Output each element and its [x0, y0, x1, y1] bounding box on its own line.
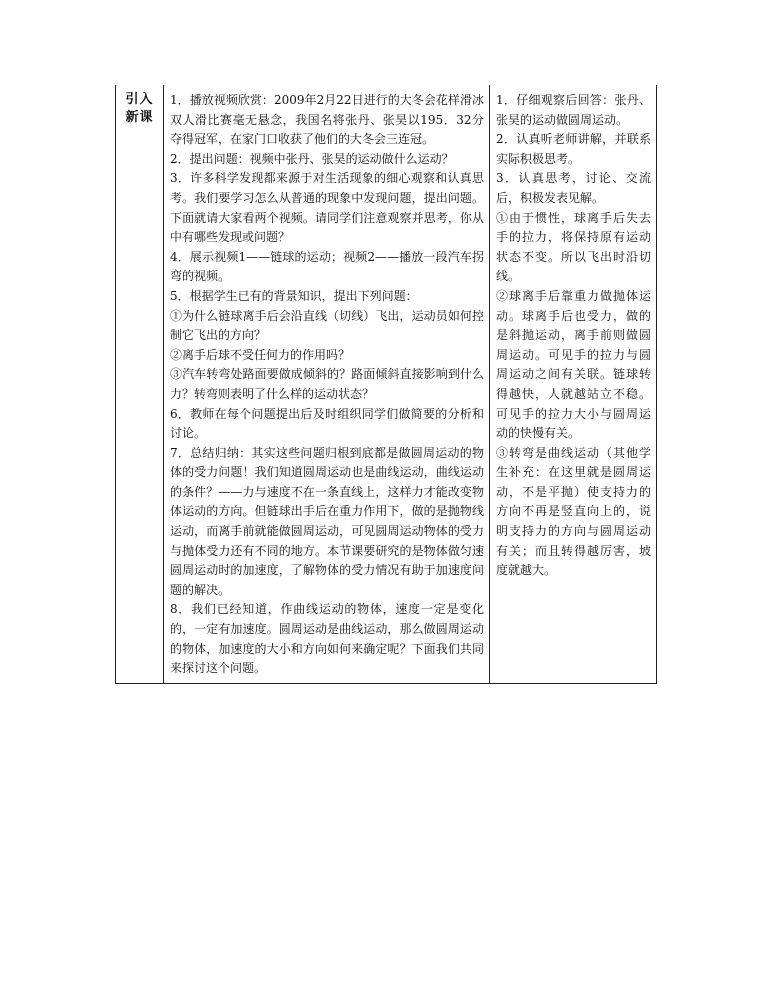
teacher-item: 7．总结归纳：其实这些问题归根到底都是做圆周运动的物体的受力问题！我们知道圆周运动也是曲线运动，曲线运动的条件？——力与速度不在一条直线上，这样力才能改变物体运动的方向。但链球出手后在重力作用下，做的是抛物线运动，而离手前就能做圆周运动，可见圆周运动物体的受力与抛体受力还有不同的地方。本节课要研究的是物体做匀速圆周运动时的加速度，了解物体的受力情况有助于加速度问题的解决。	[170, 445, 484, 597]
teacher-item: 2．提出问题：视频中张丹、张昊的运动做什么运动？	[170, 151, 454, 166]
student-item: 2．认真听老师讲解，并联系实际积极思考。	[496, 132, 651, 166]
teacher-item: 4．展示视频1——链球的运动；视频2——播放一段汽车拐弯的视频。	[170, 249, 484, 284]
teacher-item: ①为什么链球离手后会沿直线（切线）飞出，运动员如何控制它飞出的方向？	[170, 308, 484, 343]
student-item: ②球离手后靠重力做抛体运动。球离手后也受力，做的是斜抛运动，离手前则做圆周运动。可见手的拉力与圆周运动之间有关联。链球转得越快，人就越站立不稳。可见手的拉力大小与圆周运动的快慢有关。	[496, 288, 651, 441]
teacher-item: 1．播放视频欣赏：2009年2月22日进行的大冬会花样滑冰双人滑比赛毫无悬念，我国名将张丹、张昊以195．32分夺得冠军，在家门口收获了他们的大冬会三连冠。	[170, 93, 484, 147]
student-activities-list	[490, 85, 656, 585]
student-item: ③转弯是曲线运动（其他学生补充：在这里就是圆周运动，不是平抛）使支持力的方向不再是竖直向上的，说明支持力的方向与圆周运动有关；而且转得越厉害，坡度就越大。	[496, 445, 651, 578]
teacher-activities-cell	[164, 85, 490, 683]
student-activities-cell	[490, 85, 657, 683]
section-label-cell	[116, 85, 164, 683]
student-item: ①由于惯性，球离手后失去手的拉力，将保持原有运动状态不变。所以飞出时沿切线。	[496, 210, 651, 284]
teacher-item: 3．许多科学发现都来源于对生活现象的细心观察和认真思考。我们要学习怎么从普通的现象中发现问题，提出问题。下面就请大家看两个视频。请同学们注意观察并思考，你从中有哪些发现或问题？	[170, 171, 484, 245]
teacher-item: ②离手后球不受任何力的作用吗？	[170, 347, 351, 362]
section-label-line2: 新课	[125, 110, 154, 125]
lesson-row-introduction	[116, 85, 657, 683]
teacher-item: 6．教师在每个问题提出后及时组织同学们做简要的分析和讨论。	[170, 406, 484, 441]
teacher-item: 5．根据学生已有的背景知识，提出下列问题：	[170, 288, 418, 303]
section-label	[116, 85, 163, 127]
section-label-line1: 引入	[125, 92, 154, 107]
student-item: 1．仔细观察后回答：张丹、张昊的运动做圆周运动。	[496, 93, 651, 127]
teacher-activities-list	[164, 85, 489, 683]
student-item: 3．认真思考，讨论、交流后，积极发表见解。	[496, 171, 651, 205]
teacher-item: 8．我们已经知道，作曲线运动的物体，速度一定是变化的，一定有加速度。圆周运动是曲线运动，那么做圆周运动的物体，加速度的大小和方向如何来确定呢？下面我们共同来探讨这个问题。	[170, 602, 484, 676]
teacher-item: ③汽车转弯处路面要做成倾斜的？路面倾斜直接影响到什么力？转弯则表明了什么样的运动状态？	[170, 367, 484, 401]
lesson-plan-table	[115, 85, 657, 684]
